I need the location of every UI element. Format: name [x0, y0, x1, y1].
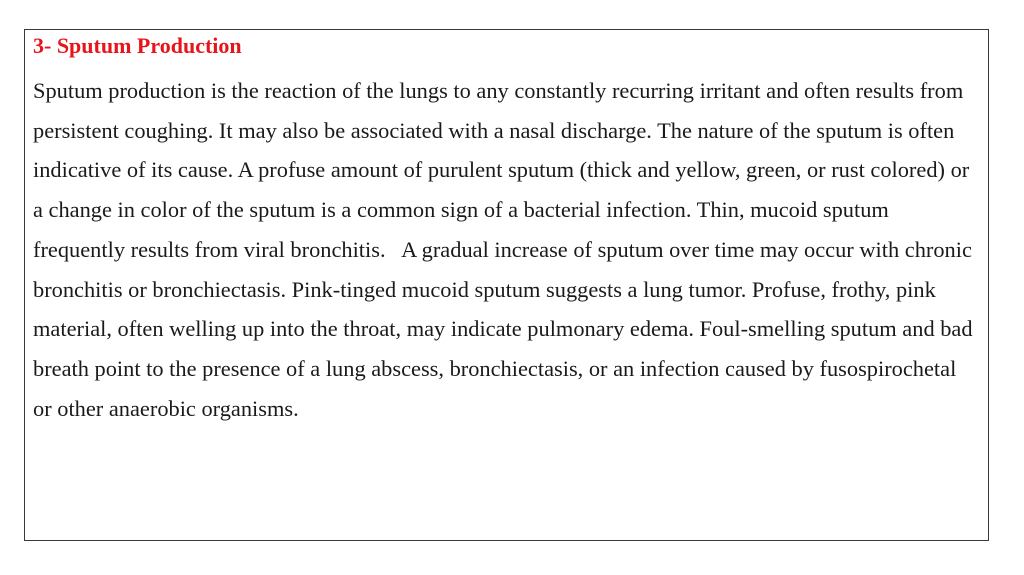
content-box [24, 29, 989, 541]
section-heading: 3- Sputum Production [33, 33, 242, 58]
section-paragraph: Sputum production is the reaction of the lungs to any constantly recurring irritant and often results from persistent coughing. It may also be associated with a nasal discharge. The nature of the sputum is often indicative of its cause. A profuse amount of purulent sputum (thick and yellow, green, or rust colored) or a change in color of the sputum is a common sign of a bacterial infection. Thin, mucoid sputum frequently results from viral bronchitis. A gradual increase of sputum over time may occur with chronic bronchitis or bronchiectasis. Pink-tinged mucoid sputum suggests a lung tumor. Profuse, frothy, pink material, often welling up into the throat, may indicate pulmonary edema. Foul-smelling sputum and bad breath point to the presence of a lung abscess, bronchiectasis, or an infection caused by fusospirochetal or other anaerobic organisms. [33, 78, 979, 421]
